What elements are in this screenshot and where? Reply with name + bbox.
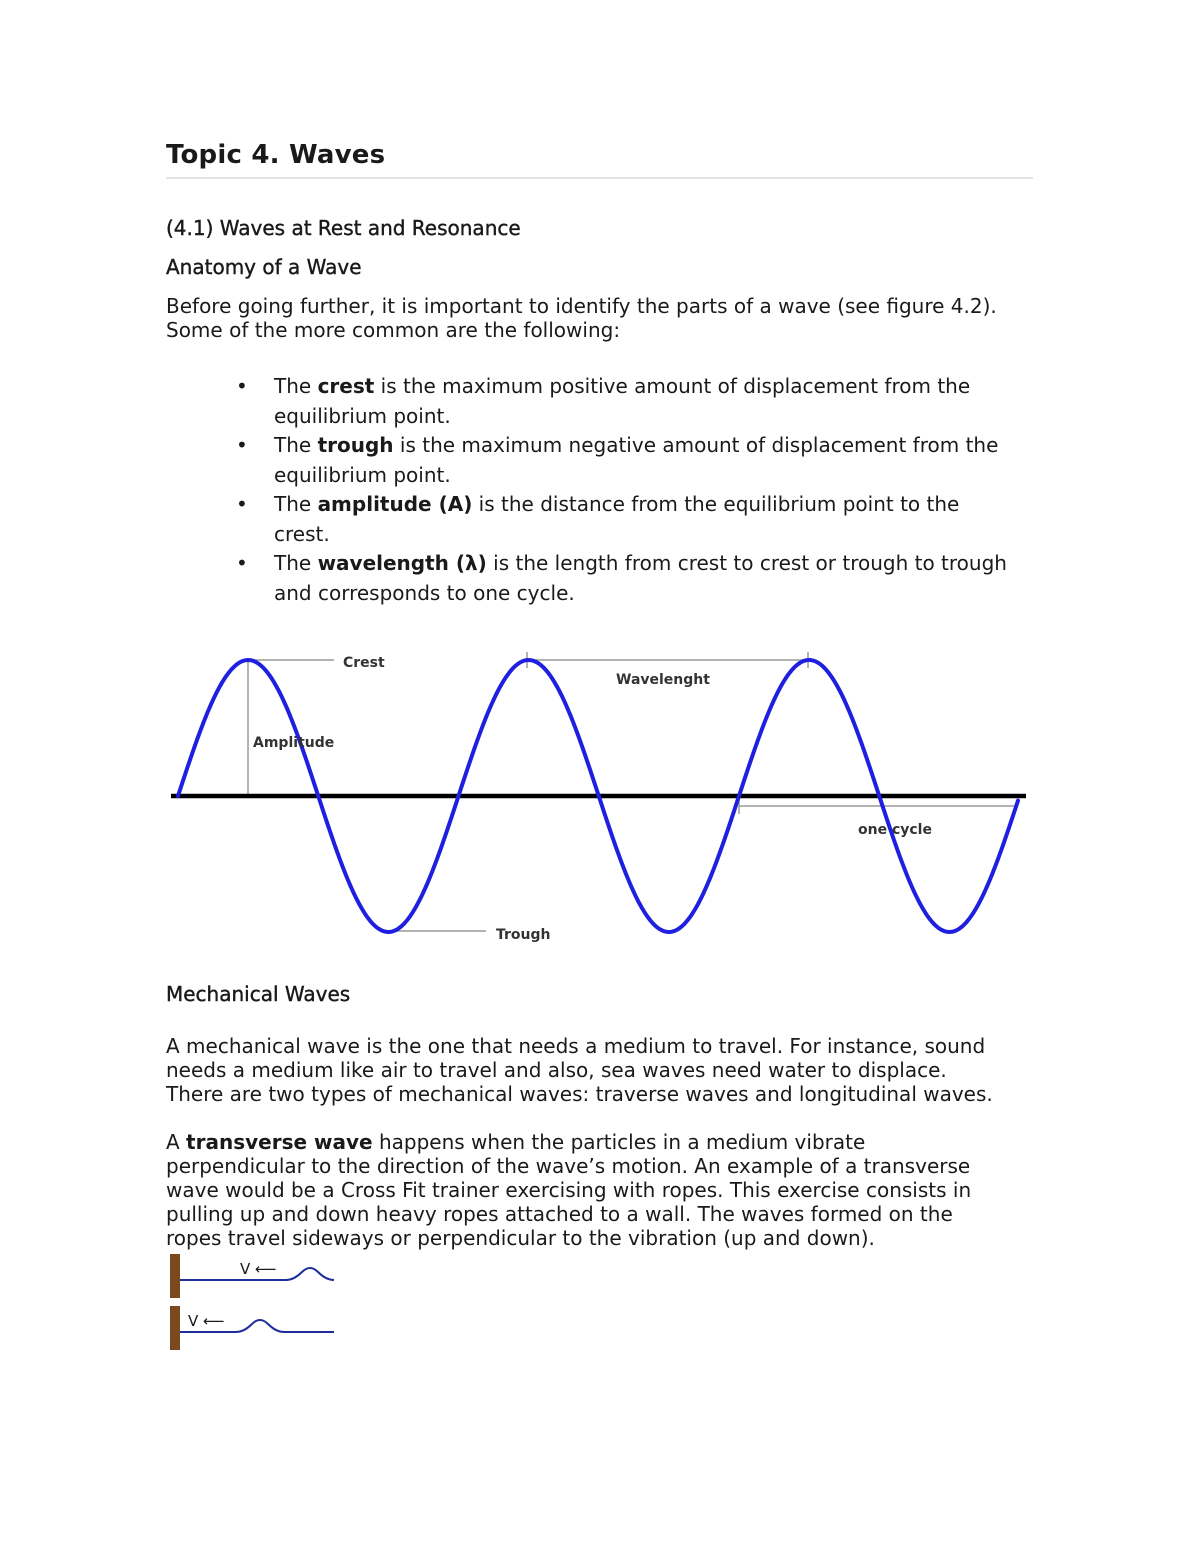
trough-label: Trough xyxy=(496,927,551,943)
paragraph-text: A xyxy=(166,1130,187,1154)
paragraph-line: ropes travel sideways or perpendicular to the vibration (up and down). xyxy=(166,1226,875,1250)
wave-diagram xyxy=(166,640,1036,950)
rope-wave-figure-2 xyxy=(166,1304,346,1352)
wavelength-label: Wavelenght xyxy=(616,672,710,688)
wave-anatomy-figure xyxy=(166,640,1036,950)
bullet-icon: • xyxy=(236,374,248,398)
anatomy-intro-line-1: Before going further, it is important to identify the parts of a wave (see figure 4.2). xyxy=(166,294,997,318)
wall xyxy=(170,1254,180,1298)
wall xyxy=(170,1306,180,1350)
bullet-term: trough xyxy=(317,433,394,457)
bullet-text: The xyxy=(274,492,318,516)
bullet-icon: • xyxy=(236,492,248,516)
bullet-icon: • xyxy=(236,551,248,575)
paragraph-line: wave would be a Cross Fit trainer exercising with ropes. This exercise consists in xyxy=(166,1178,972,1202)
bullet-text: is the maximum positive amount of displacement from the xyxy=(374,374,971,398)
velocity-label: V ⟵ xyxy=(240,1260,277,1278)
one-cycle-label: one cycle xyxy=(858,822,932,838)
bullet-term: amplitude (A) xyxy=(317,492,473,516)
transverse-wave-term: transverse wave xyxy=(186,1130,373,1154)
rope-wave-figure-1 xyxy=(166,1252,346,1300)
anatomy-intro xyxy=(166,294,1046,342)
anatomy-intro-line-2: Some of the more common are the following: xyxy=(166,318,621,342)
bullet-term: wavelength (λ) xyxy=(317,551,487,575)
bullet-text: The xyxy=(274,433,318,457)
bullet-text: and corresponds to one cycle. xyxy=(274,580,575,605)
list-item xyxy=(166,490,1046,549)
bullet-text: is the length from crest to crest or trough to trough xyxy=(486,551,1007,575)
crest-label: Crest xyxy=(343,655,385,671)
bullet-text: The xyxy=(274,374,318,398)
rope-pulse xyxy=(236,1320,284,1332)
velocity-label: V ⟵ xyxy=(188,1312,225,1330)
rope-wave-diagram-2 xyxy=(166,1304,346,1352)
list-item xyxy=(166,549,1046,608)
rope-pulse xyxy=(286,1268,334,1280)
amplitude-label: Amplitude xyxy=(253,735,335,751)
bullet-text: crest. xyxy=(274,521,330,546)
paragraph-line: perpendicular to the direction of the wave’s motion. An example of a transverse xyxy=(166,1154,971,1178)
mechanical-paragraph-2 xyxy=(166,1130,1046,1250)
page-title: Topic 4. Waves xyxy=(166,140,386,170)
bullet-text: is the distance from the equilibrium point to the xyxy=(472,492,960,516)
paragraph-line: There are two types of mechanical waves: traverse waves and longitudinal waves. xyxy=(166,1082,993,1106)
title-divider xyxy=(166,177,1033,179)
rope-wave-diagram-1 xyxy=(166,1252,346,1300)
bullet-text: is the maximum negative amount of displacement from the xyxy=(393,433,999,457)
bullet-icon: • xyxy=(236,433,248,457)
section-heading: (4.1) Waves at Rest and Resonance xyxy=(166,216,521,240)
anatomy-heading: Anatomy of a Wave xyxy=(166,255,362,279)
bullet-text: equilibrium point. xyxy=(274,462,451,487)
paragraph-text: happens when the particles in a medium vibrate xyxy=(372,1130,866,1154)
wave-parts-list xyxy=(166,372,1046,608)
paragraph-line: pulling up and down heavy ropes attached to a wall. The waves formed on the xyxy=(166,1202,953,1226)
paragraph-line: A mechanical wave is the one that needs a medium to travel. For instance, sound xyxy=(166,1034,986,1058)
bullet-text: The xyxy=(274,551,318,575)
mechanical-paragraph-1 xyxy=(166,1034,1046,1106)
list-item xyxy=(166,431,1046,490)
mechanical-heading: Mechanical Waves xyxy=(166,982,351,1006)
list-item xyxy=(166,372,1046,431)
bullet-text: equilibrium point. xyxy=(274,403,451,428)
bullet-term: crest xyxy=(317,374,375,398)
paragraph-line: needs a medium like air to travel and also, sea waves need water to displace. xyxy=(166,1058,947,1082)
